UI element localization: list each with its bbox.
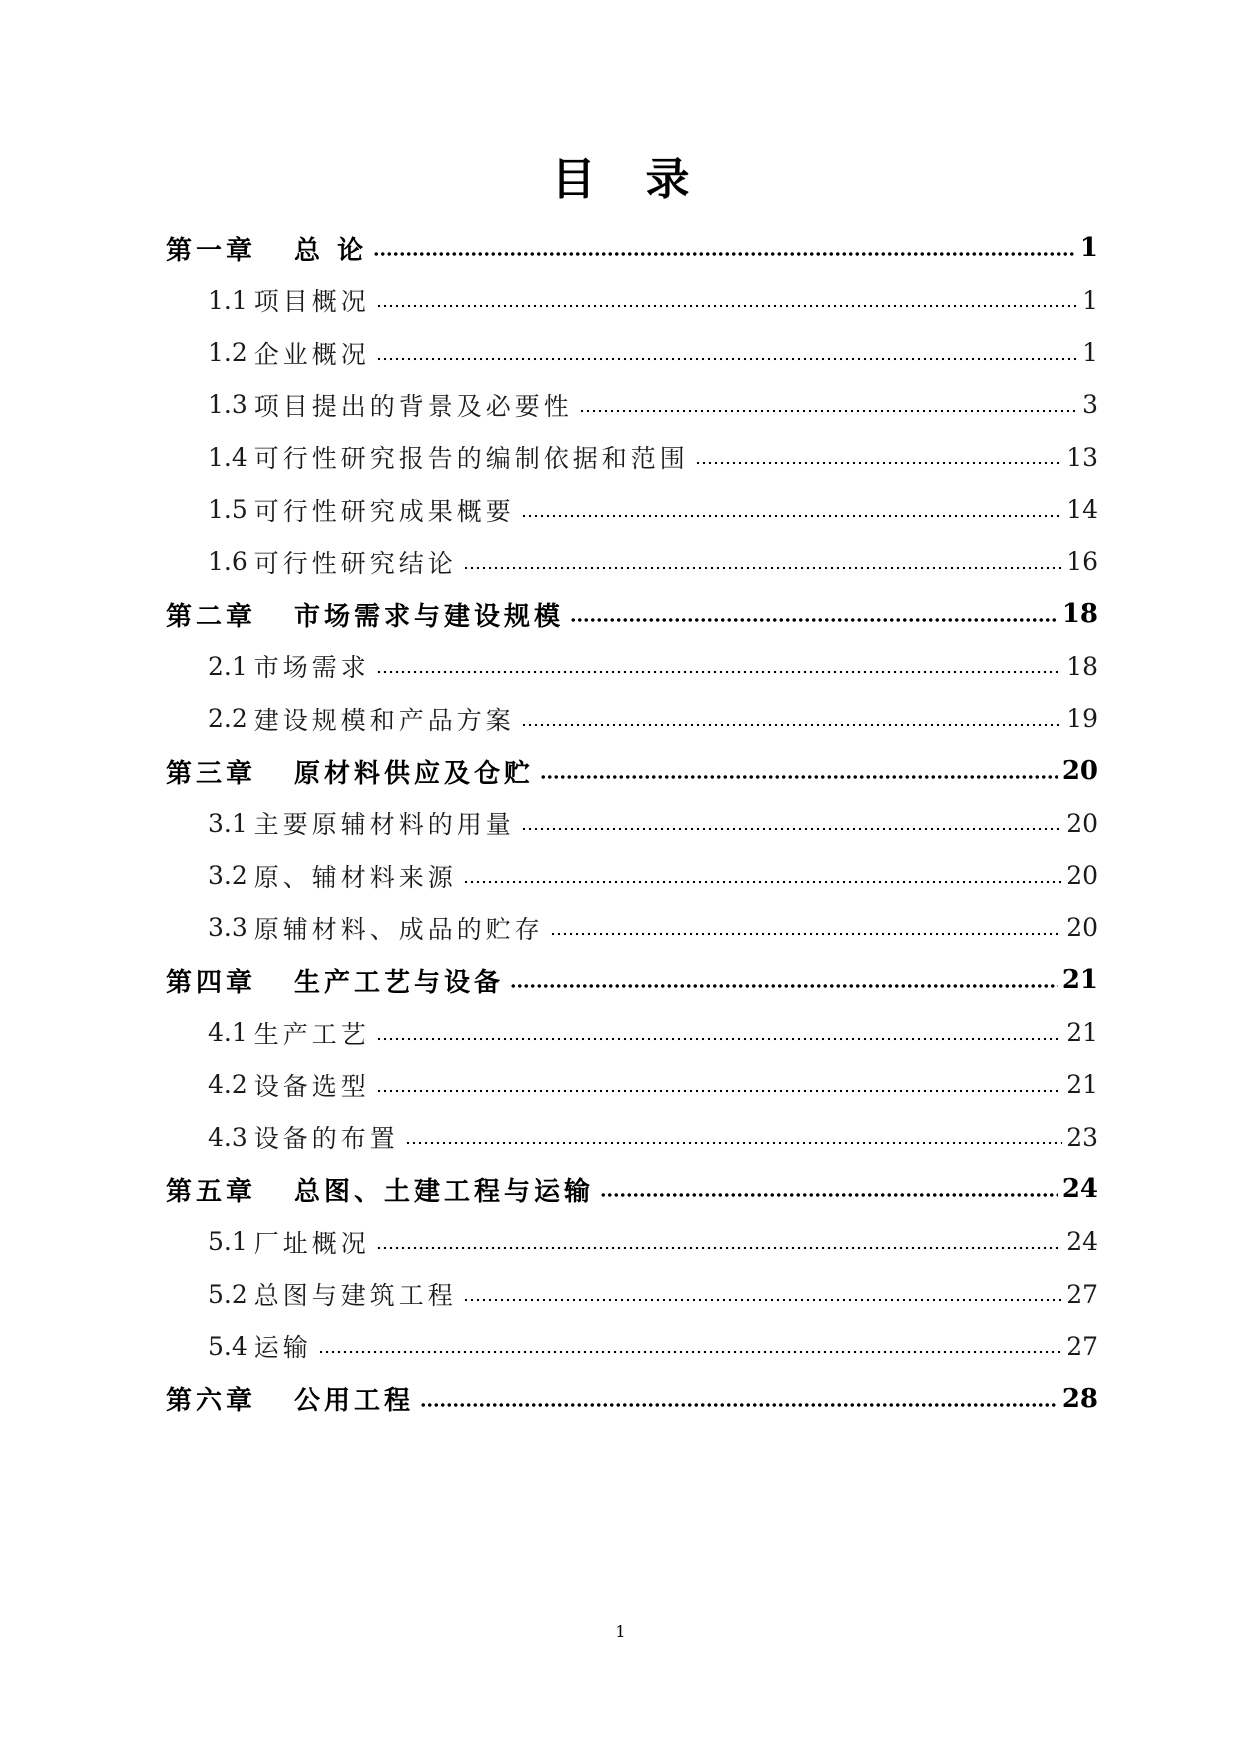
toc-section-entry[interactable] bbox=[208, 324, 1098, 382]
toc-section-entry[interactable] bbox=[208, 271, 1098, 329]
toc-entry-page: 13 bbox=[1066, 442, 1098, 472]
toc-entry-label: 设备选型 bbox=[253, 1071, 370, 1101]
toc-entry-page: 1 bbox=[1079, 233, 1098, 263]
toc-entry-label: 公用工程 bbox=[294, 1386, 415, 1417]
toc-entry-number: 第六章 bbox=[166, 1386, 257, 1417]
toc-entry-number: 3.3 bbox=[208, 913, 248, 943]
toc-section-entry[interactable] bbox=[208, 899, 1098, 957]
toc-entry-number: 3.1 bbox=[208, 808, 248, 838]
toc-dot-leader bbox=[376, 1036, 1062, 1042]
toc-dot-leader bbox=[521, 722, 1062, 728]
toc-entry-label: 运输 bbox=[253, 1333, 312, 1363]
toc-dot-leader bbox=[540, 774, 1058, 780]
toc-entry-number: 第四章 bbox=[166, 967, 257, 998]
toc-dot-leader bbox=[376, 1088, 1062, 1094]
toc-dot-leader bbox=[405, 1140, 1062, 1146]
toc-entry-number: 2.2 bbox=[208, 704, 248, 734]
toc-entry-label: 生产工艺 bbox=[253, 1019, 370, 1049]
toc-entry-number: 1.6 bbox=[208, 547, 248, 577]
toc-dot-leader bbox=[376, 1245, 1062, 1251]
toc-entry-label: 项目提出的背景及必要性 bbox=[253, 391, 573, 421]
toc-entry-label: 设备的布置 bbox=[253, 1124, 399, 1154]
toc-section-entry[interactable] bbox=[208, 1056, 1098, 1114]
toc-section-entry[interactable] bbox=[208, 847, 1098, 905]
toc-entry-number: 1.5 bbox=[208, 495, 248, 524]
toc-entry-page: 18 bbox=[1061, 599, 1098, 630]
toc-entry-number: 5.1 bbox=[208, 1227, 248, 1257]
toc-entry-page: 1 bbox=[1082, 285, 1098, 315]
toc-entry-label: 建设规模和产品方案 bbox=[253, 705, 515, 735]
toc-entry-label: 总 论 bbox=[294, 235, 368, 266]
toc-entry-page: 24 bbox=[1066, 1227, 1098, 1257]
toc-entry-number: 第二章 bbox=[166, 601, 257, 632]
toc-section-entry[interactable] bbox=[208, 481, 1098, 539]
toc-entry-number: 3.2 bbox=[208, 861, 248, 891]
toc-entry-label: 总图、土建工程与运输 bbox=[294, 1176, 595, 1207]
toc-section-entry[interactable] bbox=[208, 376, 1098, 434]
toc-dot-leader bbox=[510, 983, 1058, 989]
toc-entry-label: 市场需求 bbox=[253, 653, 370, 683]
toc-entry-page: 18 bbox=[1066, 651, 1098, 681]
toc-entry-label: 可行性研究成果概要 bbox=[253, 496, 515, 526]
toc-entry-number: 1.1 bbox=[208, 285, 248, 315]
toc-entry-number: 1.3 bbox=[208, 390, 248, 420]
toc-entry-label: 原辅材料、成品的贮存 bbox=[253, 914, 544, 944]
toc-entry-page: 16 bbox=[1066, 547, 1098, 577]
toc-section-entry[interactable] bbox=[208, 428, 1098, 486]
toc-entry-number: 4.1 bbox=[208, 1018, 248, 1047]
toc-entry-label: 生产工艺与设备 bbox=[294, 967, 505, 998]
toc-entry-page: 21 bbox=[1066, 1018, 1098, 1047]
toc-dot-leader bbox=[318, 1349, 1062, 1355]
toc-entry-page: 23 bbox=[1066, 1122, 1098, 1152]
toc-entry-number: 5.4 bbox=[208, 1331, 248, 1361]
toc-section-entry[interactable] bbox=[208, 1108, 1098, 1166]
toc-entry-label: 可行性研究报告的编制依据和范围 bbox=[253, 444, 689, 474]
toc-entry-page: 24 bbox=[1061, 1174, 1098, 1205]
toc-section-entry[interactable] bbox=[208, 1317, 1098, 1375]
toc-entry-page: 27 bbox=[1066, 1279, 1098, 1309]
toc-chapter-entry[interactable] bbox=[166, 585, 1098, 643]
toc-entry-page: 21 bbox=[1066, 1070, 1098, 1100]
toc-dot-leader bbox=[600, 1192, 1058, 1198]
toc-section-entry[interactable] bbox=[208, 1265, 1098, 1323]
toc-entry-label: 项目概况 bbox=[253, 287, 370, 317]
toc-entry-label: 主要原辅材料的用量 bbox=[253, 810, 515, 840]
toc-dot-leader bbox=[550, 931, 1062, 937]
toc-dot-leader bbox=[463, 879, 1062, 885]
toc-section-entry[interactable] bbox=[208, 690, 1098, 748]
toc-dot-leader bbox=[463, 1297, 1062, 1303]
toc-entry-number: 第一章 bbox=[166, 235, 257, 266]
toc-chapter-entry[interactable] bbox=[166, 1370, 1098, 1428]
toc-section-entry[interactable] bbox=[208, 1213, 1098, 1271]
toc-entry-page: 20 bbox=[1061, 756, 1098, 786]
toc-chapter-entry[interactable] bbox=[166, 1160, 1098, 1218]
toc-dot-leader bbox=[420, 1402, 1058, 1408]
toc-entry-number: 5.2 bbox=[208, 1279, 248, 1309]
toc-entry-label: 可行性研究结论 bbox=[253, 548, 457, 578]
toc-entry-page: 20 bbox=[1066, 913, 1098, 943]
toc-entry-page: 1 bbox=[1082, 338, 1098, 368]
toc-dot-leader bbox=[579, 408, 1078, 414]
toc-entry-number: 4.3 bbox=[208, 1122, 248, 1152]
toc-chapter-entry[interactable] bbox=[166, 742, 1098, 800]
toc-entry-page: 3 bbox=[1082, 390, 1098, 420]
toc-entry-label: 企业概况 bbox=[253, 339, 370, 369]
toc-dot-leader bbox=[463, 565, 1062, 571]
toc-entry-page: 19 bbox=[1066, 704, 1098, 734]
toc-entry-page: 20 bbox=[1066, 808, 1098, 838]
toc-entry-page: 27 bbox=[1066, 1331, 1098, 1361]
toc-entry-label: 原材料供应及仓贮 bbox=[294, 758, 535, 789]
toc-chapter-entry[interactable] bbox=[166, 951, 1098, 1009]
toc-section-entry[interactable] bbox=[208, 1004, 1098, 1062]
toc-dot-leader bbox=[521, 513, 1062, 519]
toc-entry-page: 21 bbox=[1061, 965, 1098, 996]
toc-dot-leader bbox=[570, 617, 1058, 623]
toc-section-entry[interactable] bbox=[208, 533, 1098, 591]
toc-entry-number: 2.1 bbox=[208, 651, 248, 681]
toc-entry-page: 28 bbox=[1061, 1383, 1098, 1414]
toc-entry-number: 第三章 bbox=[166, 758, 257, 789]
toc-entry-number: 1.2 bbox=[208, 338, 248, 368]
toc-entry-number: 4.2 bbox=[208, 1070, 248, 1100]
toc-entry-label: 原、辅材料来源 bbox=[253, 862, 457, 892]
page-title: 目录 bbox=[551, 154, 740, 205]
toc-dot-leader bbox=[521, 826, 1062, 832]
toc-entry-number: 第五章 bbox=[166, 1176, 257, 1207]
toc-entry-label: 市场需求与建设规模 bbox=[294, 601, 565, 632]
toc-entry-label: 总图与建筑工程 bbox=[253, 1281, 457, 1310]
toc-dot-leader bbox=[376, 303, 1078, 309]
toc-dot-leader bbox=[376, 356, 1078, 362]
toc-chapter-entry[interactable] bbox=[166, 219, 1098, 277]
toc-dot-leader bbox=[695, 460, 1062, 466]
toc-dot-leader bbox=[373, 251, 1076, 257]
toc-section-entry[interactable] bbox=[208, 794, 1098, 852]
toc-entry-number: 1.4 bbox=[208, 442, 248, 472]
toc-entry-page: 14 bbox=[1066, 495, 1098, 524]
toc-entry-page: 20 bbox=[1066, 861, 1098, 891]
toc-section-entry[interactable] bbox=[208, 637, 1098, 695]
toc-dot-leader bbox=[376, 669, 1062, 675]
toc-entry-label: 厂址概况 bbox=[253, 1228, 370, 1258]
page-number: 1 bbox=[615, 1622, 626, 1641]
